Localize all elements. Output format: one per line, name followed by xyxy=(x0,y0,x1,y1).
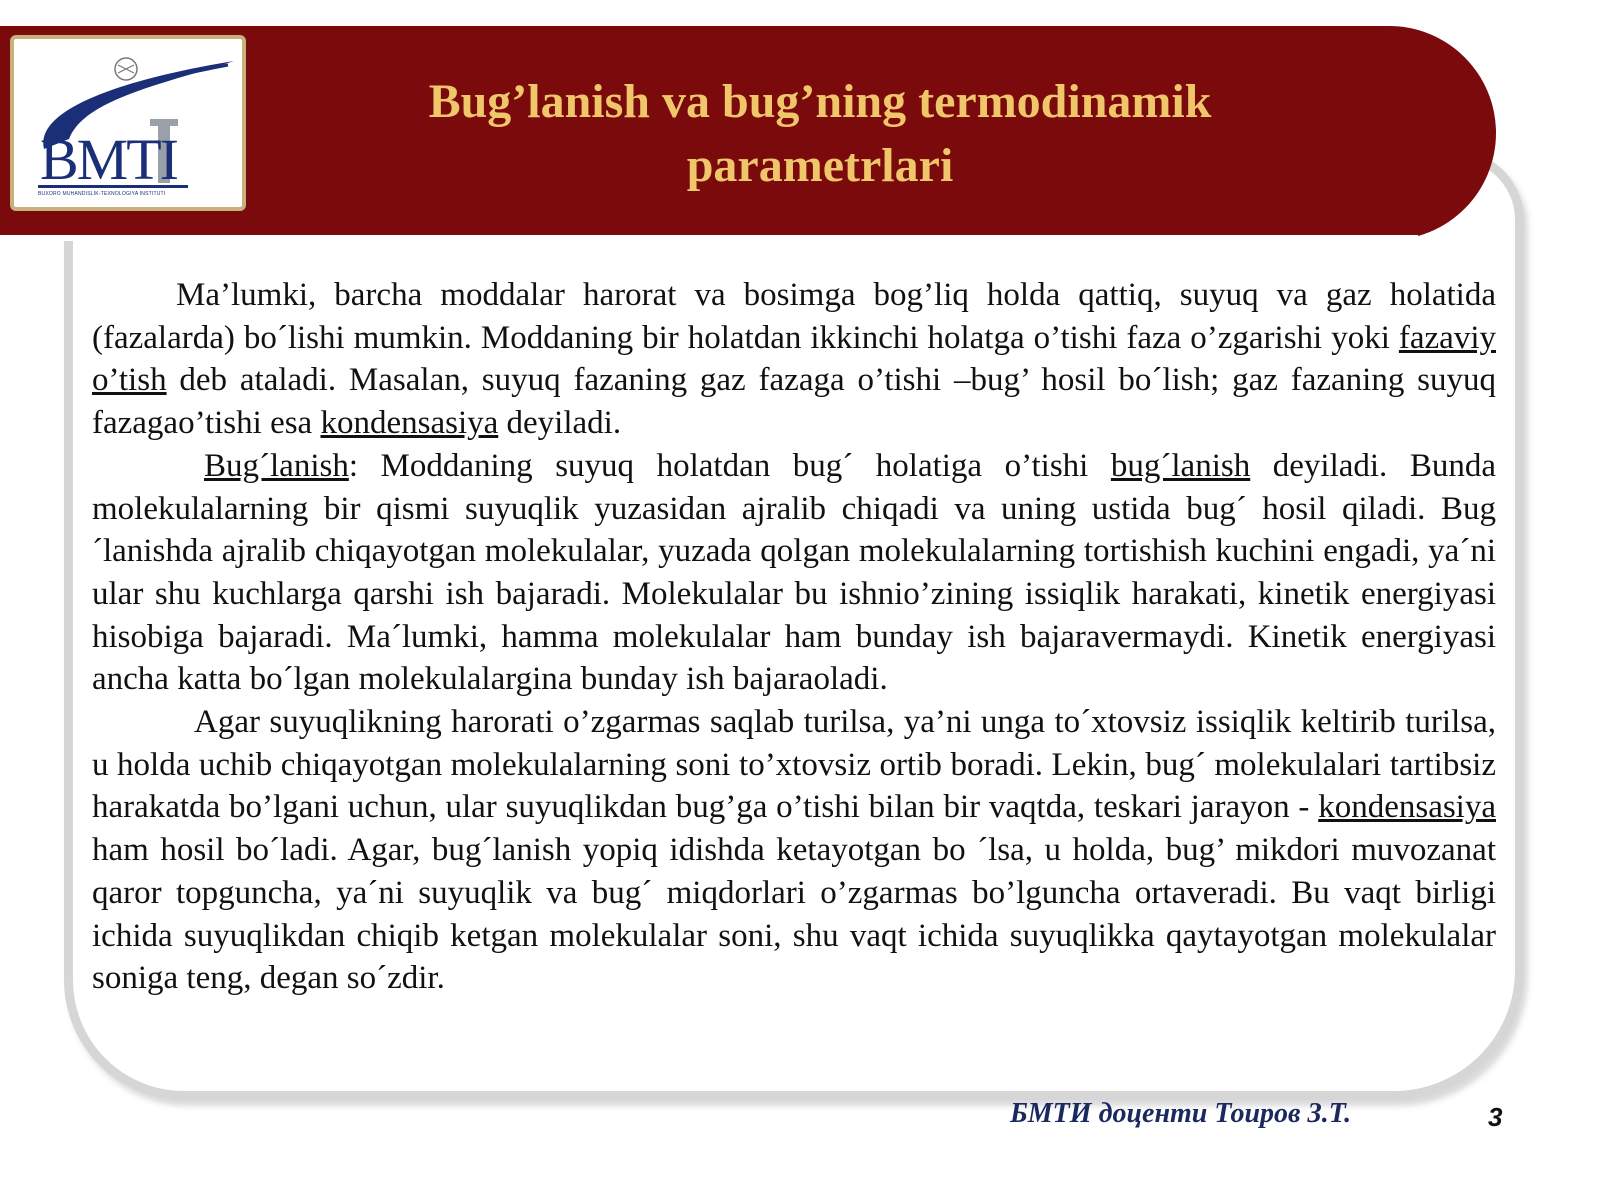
term-buglanish-heading: Bug´lanish xyxy=(204,447,349,484)
logo xyxy=(10,35,246,211)
paragraph-3-text-2: ham hosil bo´ladi. Agar, bug´lanish yopiq idishda ketayotgan bo ´lsa, u holda, bug’ mikdori muvozanat qaror topguncha, ya´ni suyuqlik va bug´ miqdorlari o’zgarmas bo’lguncha ortaveradi. Bu vaqt birligi ichida suyuqlikdan chiqib ketgan molekulalar soni, shu vaqt ichida suyuqlikka qaytayotgan molekulalar soniga teng, degan so´zdir. xyxy=(92,832,1496,997)
term-kondensasiya-2: kondensasiya xyxy=(1318,789,1496,826)
slide-title xyxy=(260,70,1380,198)
page-number: 3 xyxy=(1488,1102,1503,1132)
body-text xyxy=(92,274,1496,1000)
paragraph-2-text-1: : Moddaning suyuq holatdan bug´ holatiga o’tishi xyxy=(348,447,1111,484)
paragraph-3-text-1: Agar suyuqlikning harorati o’zgarmas saqlab turilsa, ya’ni unga to´xtovsiz issiqlik keltirib turilsa, u holda uchib chiqayotgan molekulalarning soni to’xtovsiz ortib boradi. Lekin, bug´ molekulalari tartibsiz harakatda bo’lgani uchun, ular suyuqlikdan bug’ga o’tishi bilan bir vaqtda, teskari jarayon - xyxy=(92,704,1496,826)
paragraph-1-text-3: deyiladi. xyxy=(498,405,622,442)
slide-title-line-1: Bug’lanish va bug’ning termodinamik xyxy=(428,75,1212,128)
footer-author: БМТИ доценти Тоиров З.Т. xyxy=(1010,1098,1352,1129)
logo-text: BMTI xyxy=(40,127,177,192)
slide-title-line-2: parametrlari xyxy=(686,139,954,192)
paragraph-1-text-2: deb ataladi. Masalan, suyuq fazaning gaz fazaga o’tishi –bug’ hosil bo´lish; gaz fazaning suyuq fazagao’tishi esa xyxy=(92,362,1496,442)
paragraph-1-text-1: Ma’lumki, barcha moddalar harorat va bosimga bog’liq holda qattiq, suyuq va gaz holatida (fazalarda) bo´lishi mumkin. Moddaning bir holatdan ikkinchi holatga o’tishi faza o’zgarishi yoki xyxy=(92,277,1496,356)
paragraph-2-text-2: deyiladi. Bunda molekulalarning bir qismi suyuqlik yuzasidan ajralib chiqadi va uning ustida bug´ hosil qiladi. Bug´lanishda ajralib chiqayotgan molekulalar, yuzada qolgan molekulalarning tortishish kuchini engadi, ya´ni ular shu kuchlarga qarshi ish bajaradi. Molekulalar bu ishnio’zining issiqlik harakati, kinetik energiyasi hisobiga bajaradi. Ma´lumki, hamma molekulalar ham bunday ish bajaravermaydi. Kinetik energiyasi ancha katta bo´lgan molekulalargina bunday ish bajaraoladi. xyxy=(92,447,1496,698)
paragraph-3 xyxy=(92,701,1496,1000)
header-divider xyxy=(0,235,1418,241)
paragraph-1 xyxy=(92,274,1496,445)
logo-subtitle: BUXORO MUHANDISLIK-TEXNOLOGIYA INSTITUTI xyxy=(38,191,166,197)
term-buglanish: bug´lanish xyxy=(1110,447,1251,484)
term-kondensasiya: kondensasiya xyxy=(320,405,499,442)
paragraph-2 xyxy=(92,445,1496,701)
term-fazaviy-otish: fazaviy o’tish xyxy=(92,319,1496,399)
